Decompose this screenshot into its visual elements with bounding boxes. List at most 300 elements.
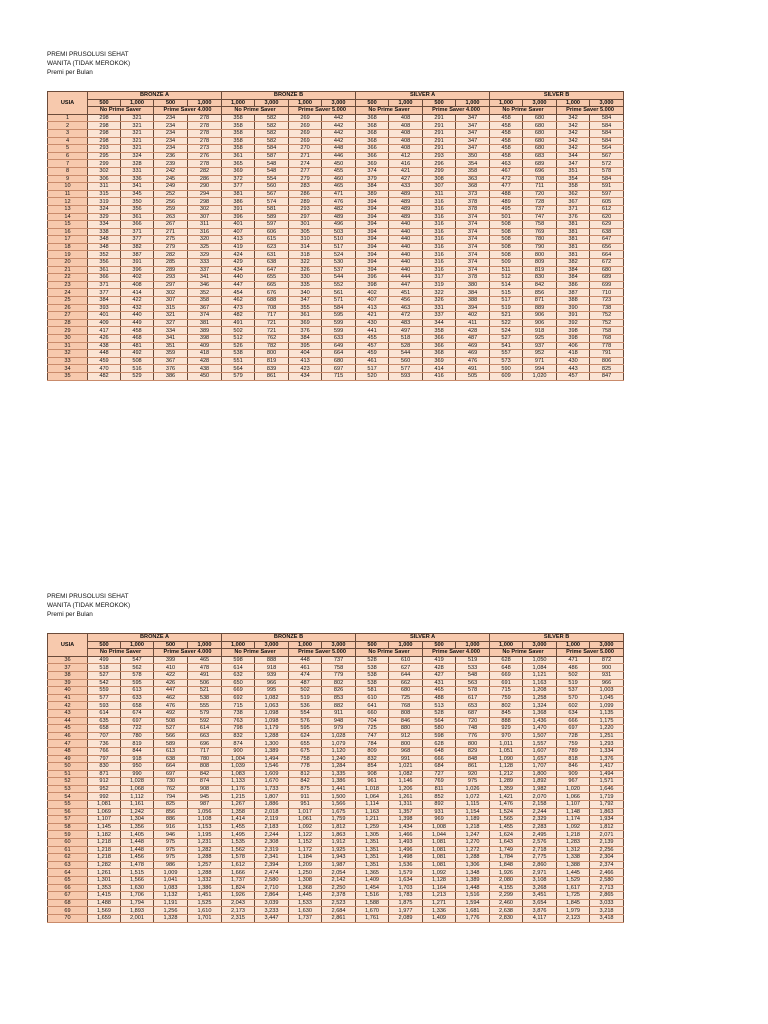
- table-row: [48, 914, 624, 922]
- premium-cell: 975: [154, 854, 188, 862]
- premium-cell: 704: [356, 717, 389, 725]
- premium-cell: 966: [590, 679, 624, 687]
- table-row: [48, 839, 624, 847]
- premium-cell: 638: [154, 755, 188, 763]
- premium-cell: 350: [456, 152, 490, 160]
- premium-cell: 758: [289, 755, 322, 763]
- usia-cell: 2: [48, 122, 88, 130]
- premium-cell: 952: [88, 785, 121, 793]
- premium-cell: 1,912: [322, 839, 356, 847]
- premium-cell: 381: [557, 221, 590, 229]
- premium-cell: 990: [121, 770, 154, 778]
- table-row: [48, 190, 624, 198]
- usia-cell: 19: [48, 251, 88, 259]
- premium-cell: 366: [423, 342, 456, 350]
- premium-cell: 346: [188, 281, 222, 289]
- premium-cell: 610: [356, 694, 389, 702]
- premium-cell: 554: [289, 709, 322, 717]
- premium-cell: 691: [490, 679, 523, 687]
- usia-cell: 27: [48, 312, 88, 320]
- table-row: [48, 785, 624, 793]
- premium-cell: 1,107: [88, 816, 121, 824]
- amount-header: 500: [154, 641, 188, 649]
- premium-cell: 1,926: [222, 892, 255, 900]
- premium-cell: 911: [322, 709, 356, 717]
- premium-cell: 293: [289, 205, 322, 213]
- premium-cell: 658: [88, 725, 121, 733]
- premium-cell: 644: [389, 671, 423, 679]
- premium-cell: 3,451: [523, 892, 557, 900]
- premium-cell: 1,336: [423, 907, 456, 915]
- premium-cell: 2,378: [322, 892, 356, 900]
- premium-cell: 440: [389, 266, 423, 274]
- premium-cell: 447: [389, 281, 423, 289]
- premium-cell: 361: [222, 152, 255, 160]
- premium-cell: 2,971: [523, 869, 557, 877]
- premium-cell: 680: [523, 122, 557, 130]
- premium-cell: 969: [423, 816, 456, 824]
- premium-cell: 1,261: [389, 793, 423, 801]
- table-row: [48, 709, 624, 717]
- table-row: [48, 884, 624, 892]
- usia-cell: 53: [48, 785, 88, 793]
- premium-cell: 2,474: [255, 869, 289, 877]
- premium-cell: 1,666: [222, 869, 255, 877]
- usia-cell: 46: [48, 732, 88, 740]
- premium-cell: 763: [222, 717, 255, 725]
- premium-cell: 382: [557, 259, 590, 267]
- premium-cell: 389: [188, 327, 222, 335]
- premium-cell: 557: [490, 350, 523, 358]
- premium-cell: 394: [356, 259, 389, 267]
- premium-cell: 1,128: [490, 763, 523, 771]
- premium-cell: 752: [590, 319, 624, 327]
- premium-cell: 856: [523, 289, 557, 297]
- usia-cell: 51: [48, 770, 88, 778]
- table-body: [48, 656, 624, 922]
- premium-cell: 341: [154, 335, 188, 343]
- premium-cell: 455: [322, 167, 356, 175]
- premium-cell: 664: [154, 763, 188, 771]
- premium-cell: 1,218: [456, 823, 490, 831]
- premium-cell: 666: [557, 717, 590, 725]
- premium-cell: 374: [456, 243, 490, 251]
- saver-header: Prime Saver 4.000: [154, 107, 222, 115]
- premium-cell: 1,311: [389, 801, 423, 809]
- premium-cell: 396: [121, 266, 154, 274]
- premium-table-2: [47, 633, 624, 923]
- premium-cell: 1,045: [590, 694, 624, 702]
- premium-cell: 481: [121, 342, 154, 350]
- premium-cell: 538: [188, 694, 222, 702]
- premium-cell: 465: [423, 687, 456, 695]
- premium-cell: 1,184: [289, 854, 322, 862]
- premium-cell: 582: [255, 114, 289, 122]
- premium-cell: 386: [154, 372, 188, 380]
- premium-cell: 948: [322, 717, 356, 725]
- premium-cell: 408: [389, 114, 423, 122]
- premium-cell: 614: [88, 709, 121, 717]
- premium-cell: 762: [154, 785, 188, 793]
- premium-cell: 459: [88, 357, 121, 365]
- usia-cell: 67: [48, 892, 88, 900]
- premium-cell: 1,267: [222, 801, 255, 809]
- premium-cell: 1,476: [490, 801, 523, 809]
- premium-cell: 697: [322, 365, 356, 373]
- premium-cell: 454: [222, 289, 255, 297]
- premium-cell: 1,466: [389, 831, 423, 839]
- premium-cell: 1,507: [523, 732, 557, 740]
- premium-cell: 1,892: [523, 778, 557, 786]
- premium-cell: 1,069: [88, 808, 121, 816]
- premium-cell: 510: [322, 236, 356, 244]
- premium-cell: 1,051: [490, 747, 523, 755]
- premium-cell: 582: [255, 129, 289, 137]
- premium-cell: 589: [255, 213, 289, 221]
- premium-cell: 541: [490, 342, 523, 350]
- premium-cell: 363: [456, 175, 490, 183]
- premium-cell: 331: [121, 167, 154, 175]
- premium-cell: 721: [255, 327, 289, 335]
- amount-header: 1,000: [222, 99, 255, 107]
- premium-cell: 369: [289, 319, 322, 327]
- premium-cell: 528: [423, 709, 456, 717]
- premium-cell: 806: [590, 357, 624, 365]
- table-row: [48, 793, 624, 801]
- premium-cell: 662: [389, 679, 423, 687]
- premium-cell: 680: [523, 137, 557, 145]
- premium-cell: 352: [88, 251, 121, 259]
- premium-cell: 1,784: [490, 854, 523, 862]
- premium-cell: 391: [222, 205, 255, 213]
- table-row: [48, 763, 624, 771]
- premium-cell: 808: [188, 763, 222, 771]
- premium-cell: 384: [356, 183, 389, 191]
- premium-cell: 1,794: [121, 899, 154, 907]
- table-header: [48, 92, 624, 115]
- premium-cell: 906: [523, 319, 557, 327]
- table-row: [48, 679, 624, 687]
- premium-cell: 1,500: [322, 793, 356, 801]
- premium-cell: 1,288: [255, 732, 289, 740]
- premium-cell: 372: [222, 175, 255, 183]
- premium-cell: 566: [154, 732, 188, 740]
- premium-cell: 720: [523, 190, 557, 198]
- premium-cell: 582: [255, 137, 289, 145]
- premium-cell: 696: [188, 740, 222, 748]
- premium-cell: 1,283: [557, 839, 590, 847]
- premium-cell: 872: [590, 656, 624, 664]
- premium-cell: 826: [322, 687, 356, 695]
- premium-cell: 376: [289, 327, 322, 335]
- premium-cell: 503: [322, 228, 356, 236]
- premium-cell: 427: [423, 671, 456, 679]
- premium-cell: 418: [188, 350, 222, 358]
- premium-cell: 992: [88, 793, 121, 801]
- premium-cell: 874: [188, 778, 222, 786]
- premium-cell: 1,066: [557, 793, 590, 801]
- premium-cell: 279: [289, 175, 322, 183]
- premium-cell: 1,707: [523, 763, 557, 771]
- premium-cell: 845: [490, 709, 523, 717]
- premium-cell: 1,579: [389, 869, 423, 877]
- premium-cell: 975: [456, 778, 490, 786]
- premium-cell: 1,737: [289, 914, 322, 922]
- premium-cell: 422: [121, 297, 154, 305]
- premium-cell: 1,368: [289, 884, 322, 892]
- premium-cell: 715: [490, 687, 523, 695]
- usia-cell: 47: [48, 740, 88, 748]
- premium-cell: 628: [490, 656, 523, 664]
- usia-cell: 30: [48, 335, 88, 343]
- premium-cell: 379: [356, 175, 389, 183]
- premium-cell: 832: [356, 755, 389, 763]
- premium-cell: 655: [289, 740, 322, 748]
- premium-cell: 409: [88, 319, 121, 327]
- premium-cell: 356: [121, 205, 154, 213]
- premium-cell: 1,332: [188, 877, 222, 885]
- premium-cell: 597: [255, 221, 289, 229]
- premium-cell: 747: [523, 213, 557, 221]
- premium-cell: 615: [255, 236, 289, 244]
- usia-cell: 64: [48, 869, 88, 877]
- premium-cell: 871: [88, 770, 121, 778]
- premium-cell: 908: [356, 770, 389, 778]
- premium-cell: 1,848: [490, 861, 523, 869]
- premium-cell: 444: [389, 274, 423, 282]
- premium-cell: 331: [423, 304, 456, 312]
- premium-cell: 358: [222, 137, 255, 145]
- premium-cell: 975: [154, 839, 188, 847]
- premium-cell: 347: [456, 122, 490, 130]
- premium-cell: 269: [289, 122, 322, 130]
- premium-cell: 2,089: [389, 914, 423, 922]
- premium-cell: 377: [222, 183, 255, 191]
- premium-cell: 1,041: [154, 877, 188, 885]
- premium-cell: 1,987: [322, 861, 356, 869]
- saver-header: Prime Saver 5.000: [289, 107, 356, 115]
- premium-cell: 551: [222, 357, 255, 365]
- premium-cell: 564: [423, 717, 456, 725]
- premium-cell: 461: [289, 664, 322, 672]
- premium-cell: 442: [322, 122, 356, 130]
- premium-cell: 468: [121, 335, 154, 343]
- premium-cell: 326: [423, 297, 456, 305]
- usia-cell: 41: [48, 694, 88, 702]
- premium-cell: 414: [423, 365, 456, 373]
- premium-cell: 2,256: [590, 846, 624, 854]
- premium-cell: 560: [389, 357, 423, 365]
- premium-cell: 324: [88, 205, 121, 213]
- premium-cell: 239: [154, 160, 188, 168]
- usia-cell: 8: [48, 167, 88, 175]
- premium-cell: 324: [121, 152, 154, 160]
- premium-cell: 396: [222, 213, 255, 221]
- premium-cell: 386: [557, 281, 590, 289]
- premium-cell: 428: [456, 327, 490, 335]
- premium-cell: 470: [88, 365, 121, 373]
- premium-cell: 830: [88, 763, 121, 771]
- premium-cell: 617: [456, 694, 490, 702]
- premium-cell: 2,244: [255, 831, 289, 839]
- premium-cell: 647: [255, 266, 289, 274]
- premium-cell: 1,282: [188, 846, 222, 854]
- premium-cell: 440: [389, 236, 423, 244]
- premium-cell: 495: [490, 205, 523, 213]
- premium-cell: 448: [289, 656, 322, 664]
- premium-cell: 3,108: [523, 877, 557, 885]
- premium-cell: 3,218: [590, 907, 624, 915]
- premium-cell: 298: [88, 137, 121, 145]
- premium-cell: 669: [222, 687, 255, 695]
- premium-cell: 593: [88, 702, 121, 710]
- premium-cell: 728: [557, 732, 590, 740]
- table-row: [48, 854, 624, 862]
- premium-cell: 1,562: [222, 846, 255, 854]
- premium-cell: 628: [423, 740, 456, 748]
- premium-cell: 909: [557, 770, 590, 778]
- premium-cell: 416: [423, 372, 456, 380]
- premium-cell: 538: [356, 664, 389, 672]
- premium-cell: 606: [255, 228, 289, 236]
- premium-cell: 2,329: [523, 816, 557, 824]
- premium-cell: 769: [523, 228, 557, 236]
- premium-cell: 1,068: [121, 785, 154, 793]
- premium-cell: 906: [523, 312, 557, 320]
- premium-cell: 384: [456, 289, 490, 297]
- premium-cell: 634: [557, 709, 590, 717]
- premium-cell: 598: [423, 732, 456, 740]
- premium-cell: 278: [188, 129, 222, 137]
- premium-cell: 1,161: [121, 801, 154, 809]
- premium-cell: 395: [289, 342, 322, 350]
- premium-cell: 1,304: [121, 816, 154, 824]
- premium-cell: 674: [121, 709, 154, 717]
- usia-cell: 25: [48, 297, 88, 305]
- premium-cell: 390: [557, 304, 590, 312]
- premium-cell: 555: [188, 702, 222, 710]
- premium-cell: 579: [188, 709, 222, 717]
- premium-cell: 278: [188, 137, 222, 145]
- premium-cell: 1,081: [423, 839, 456, 847]
- premium-cell: 4,155: [490, 884, 523, 892]
- premium-cell: 554: [255, 175, 289, 183]
- premium-cell: 995: [255, 687, 289, 695]
- plan-group-header: BRONZE A: [88, 634, 222, 642]
- premium-cell: 920: [456, 770, 490, 778]
- premium-cell: 653: [456, 702, 490, 710]
- premium-cell: 576: [289, 717, 322, 725]
- premium-cell: 2,460: [490, 899, 523, 907]
- premium-cell: 708: [255, 304, 289, 312]
- premium-cell: 629: [590, 221, 624, 229]
- premium-cell: 737: [322, 656, 356, 664]
- premium-cell: 458: [490, 114, 523, 122]
- saver-header: No Prime Saver: [490, 107, 557, 115]
- premium-cell: 499: [88, 656, 121, 664]
- premium-cell: 326: [289, 266, 322, 274]
- premium-cell: 374: [456, 213, 490, 221]
- premium-cell: 321: [121, 129, 154, 137]
- premium-cell: 1,609: [255, 770, 289, 778]
- premium-cell: 1,478: [121, 861, 154, 869]
- premium-cell: 1,925: [322, 846, 356, 854]
- premium-cell: 347: [557, 160, 590, 168]
- premium-cell: 1,020: [557, 785, 590, 793]
- premium-cell: 1,081: [423, 861, 456, 869]
- table-row: [48, 160, 624, 168]
- premium-cell: 508: [490, 251, 523, 259]
- premium-cell: 394: [356, 236, 389, 244]
- premium-cell: 465: [322, 183, 356, 191]
- usia-header: USIA: [48, 92, 88, 115]
- premium-cell: 717: [255, 312, 289, 320]
- premium-cell: 396: [356, 274, 389, 282]
- premium-cell: 374: [456, 259, 490, 267]
- premium-cell: 1,943: [322, 854, 356, 862]
- usia-cell: 45: [48, 725, 88, 733]
- premium-cell: 501: [490, 213, 523, 221]
- premium-cell: 1,334: [590, 747, 624, 755]
- premium-cell: 711: [523, 183, 557, 191]
- premium-cell: 975: [154, 846, 188, 854]
- usia-cell: 69: [48, 907, 88, 915]
- usia-cell: 61: [48, 846, 88, 854]
- premium-cell: 994: [523, 365, 557, 373]
- premium-cell: 316: [423, 251, 456, 259]
- premium-cell: 1,386: [188, 884, 222, 892]
- premium-cell: 2,394: [255, 861, 289, 869]
- premium-cell: 2,315: [222, 914, 255, 922]
- premium-cell: 354: [456, 160, 490, 168]
- usia-cell: 57: [48, 816, 88, 824]
- premium-cell: 263: [154, 213, 188, 221]
- premium-cell: 528: [356, 656, 389, 664]
- premium-cell: 393: [88, 304, 121, 312]
- premium-cell: 416: [389, 160, 423, 168]
- premium-cell: 2,341: [255, 854, 289, 862]
- premium-cell: 394: [356, 266, 389, 274]
- premium-cell: 2,158: [523, 801, 557, 809]
- premium-cell: 945: [188, 793, 222, 801]
- premium-cell: 432: [121, 304, 154, 312]
- premium-cell: 1,706: [121, 892, 154, 900]
- premium-cell: 442: [322, 137, 356, 145]
- table-row: [48, 671, 624, 679]
- usia-cell: 40: [48, 687, 88, 695]
- premium-cell: 584: [590, 175, 624, 183]
- table-row: [48, 236, 624, 244]
- premium-cell: 842: [289, 778, 322, 786]
- premium-cell: 918: [523, 327, 557, 335]
- premium-cell: 738: [222, 709, 255, 717]
- premium-cell: 459: [356, 350, 389, 358]
- premium-cell: 358: [188, 297, 222, 305]
- premium-cell: 599: [322, 319, 356, 327]
- premium-cell: 477: [490, 183, 523, 191]
- premium-cell: 316: [423, 198, 456, 206]
- table-row: [48, 327, 624, 335]
- usia-cell: 5: [48, 145, 88, 153]
- premium-cell: 340: [289, 289, 322, 297]
- premium-cell: 1,701: [188, 914, 222, 922]
- premium-cell: 502: [222, 327, 255, 335]
- premium-cell: 537: [557, 687, 590, 695]
- premium-cell: 2,080: [490, 877, 523, 885]
- table-row: [48, 899, 624, 907]
- premium-cell: 987: [188, 801, 222, 809]
- amount-header: 1,000: [456, 99, 490, 107]
